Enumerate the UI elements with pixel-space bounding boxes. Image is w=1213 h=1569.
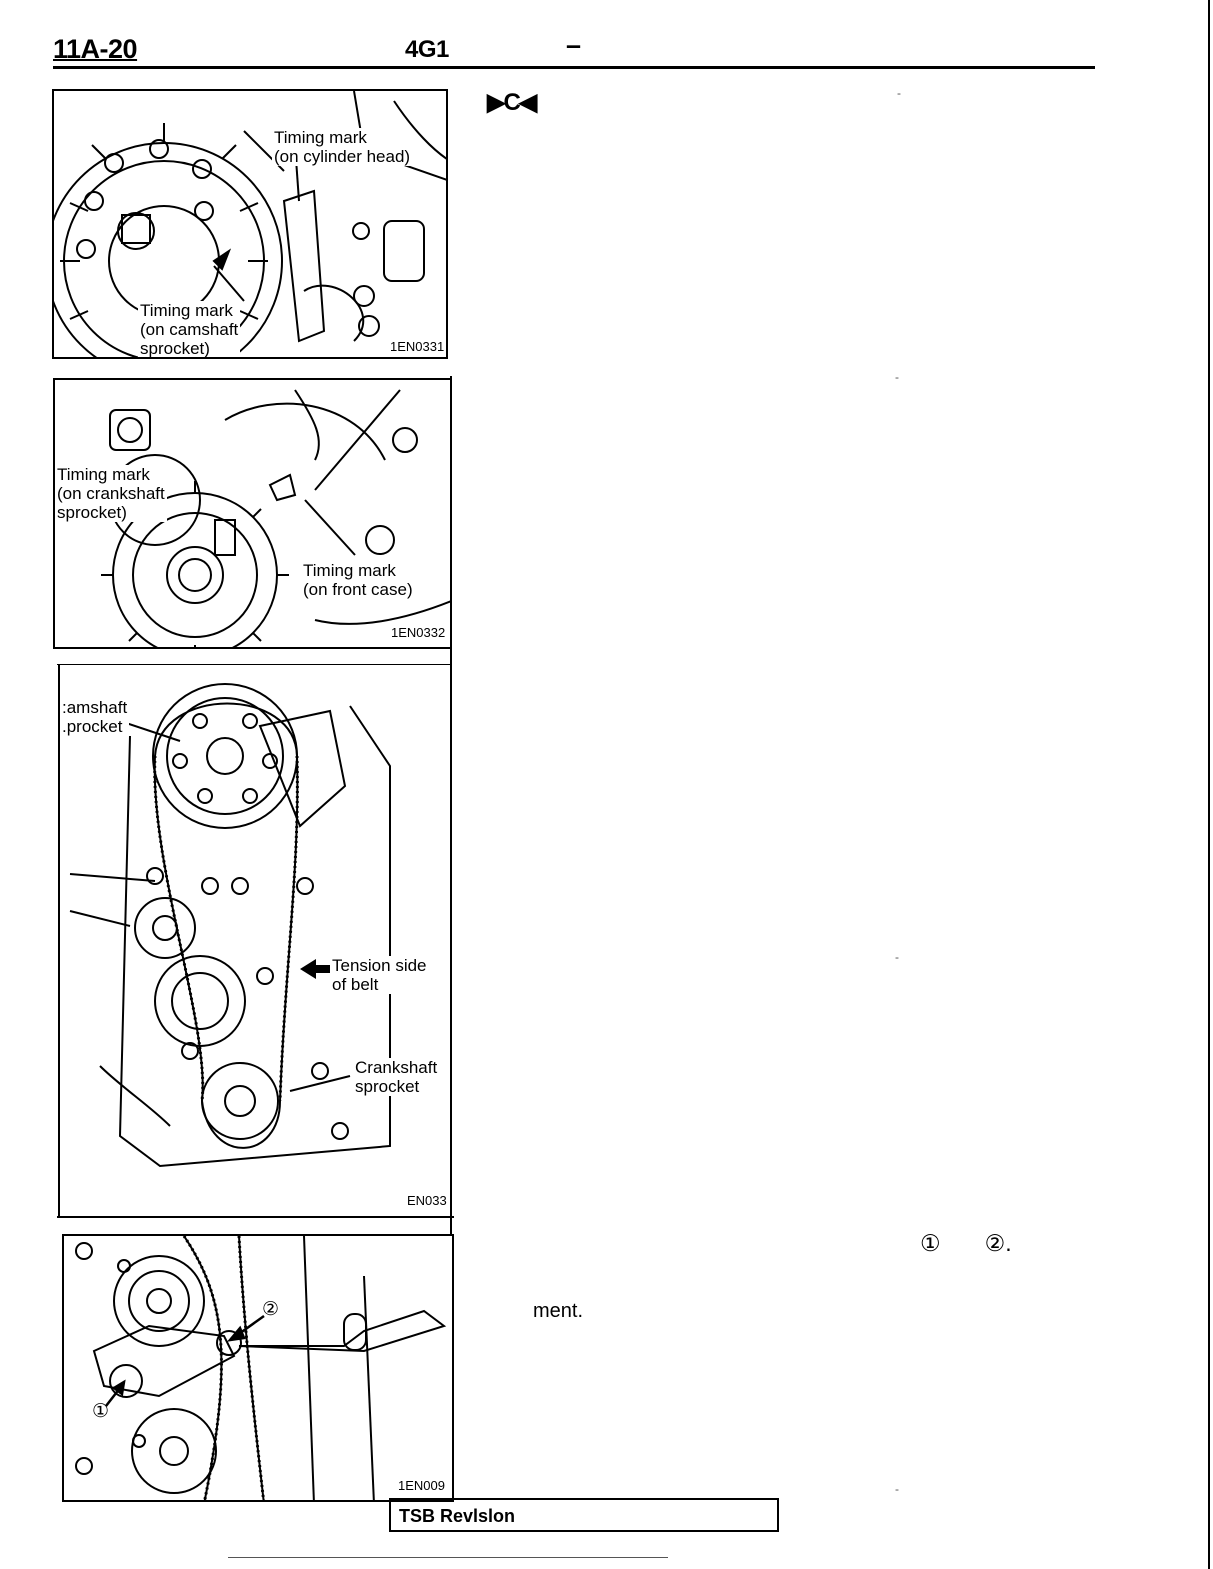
label-on-crankshaft: (on crankshaft — [57, 484, 165, 503]
label-on-front-case: (on front case) — [303, 580, 413, 599]
label-sprocket: .procket — [62, 717, 123, 736]
tsb-revision-label: TSB Revlslon — [399, 1506, 516, 1526]
footer-rule — [228, 1557, 668, 1558]
figure-divider — [57, 664, 450, 665]
figure-divider — [57, 1216, 454, 1218]
label-sprocket: sprocket — [355, 1077, 420, 1096]
section-marker: ▶C◀ — [487, 89, 536, 116]
label-of-belt: of belt — [332, 975, 379, 994]
engine-code: 4G1 — [405, 36, 449, 63]
label-timing-mark-crank: Timing mark — [57, 465, 150, 484]
label-sprocket: sprocket) — [57, 503, 127, 522]
label-on-cylinder-head: (on cylinder head) — [274, 147, 411, 166]
label-on-camshaft: (on camshaft — [140, 320, 239, 339]
figure-code: 1EN0331 — [390, 339, 445, 354]
scan-speck: - — [895, 370, 899, 384]
page-number: 11A-20 — [53, 34, 138, 64]
scan-speck: - — [895, 1482, 899, 1496]
figure-camshaft-timing — [52, 89, 448, 359]
figure-label-group — [138, 301, 240, 358]
label-timing-mark-case: Timing mark — [303, 561, 396, 580]
figure-label-group — [55, 465, 167, 522]
figure-timing-belt — [60, 666, 450, 1214]
figure-code: EN033 — [407, 1193, 447, 1208]
scan-speck: - — [897, 86, 901, 100]
figure-tensioner-adjustment — [62, 1234, 454, 1502]
scan-speck: - — [895, 950, 899, 964]
figure-code: 1EN009 — [398, 1478, 445, 1493]
label-tension-side: Tension side — [332, 956, 427, 975]
tsb-revision-box — [389, 1498, 779, 1532]
circled-two: ②. — [984, 1230, 1012, 1256]
header-rule — [53, 66, 1095, 69]
circled-number-two: ② — [262, 1299, 280, 1320]
page-edge-rule — [1208, 0, 1210, 1569]
timing-belt-illustration — [60, 666, 450, 1214]
figure-label-group — [272, 128, 412, 166]
label-sprocket: sprocket) — [140, 339, 210, 358]
circled-one: ① — [920, 1230, 941, 1256]
circled-number-one: ① — [92, 1401, 110, 1422]
label-timing-mark-cam: Timing mark — [140, 301, 233, 320]
figure-label-group — [353, 1058, 439, 1096]
figure-label-group — [60, 698, 129, 736]
text-fragment: ment. — [533, 1300, 584, 1322]
circled-reference-numbers — [920, 1230, 1056, 1257]
figure-label-group — [301, 561, 415, 599]
tensioner-illustration — [64, 1236, 454, 1502]
label-crankshaft: Crankshaft — [355, 1058, 438, 1077]
header-dash: – — [566, 30, 581, 60]
figure-code: 1EN0332 — [391, 625, 446, 640]
label-timing-mark-head: Timing mark — [274, 128, 367, 147]
label-camshaft: :amshaft — [62, 698, 128, 717]
figure-crankshaft-timing — [53, 378, 452, 649]
figure-label-group — [330, 956, 429, 994]
